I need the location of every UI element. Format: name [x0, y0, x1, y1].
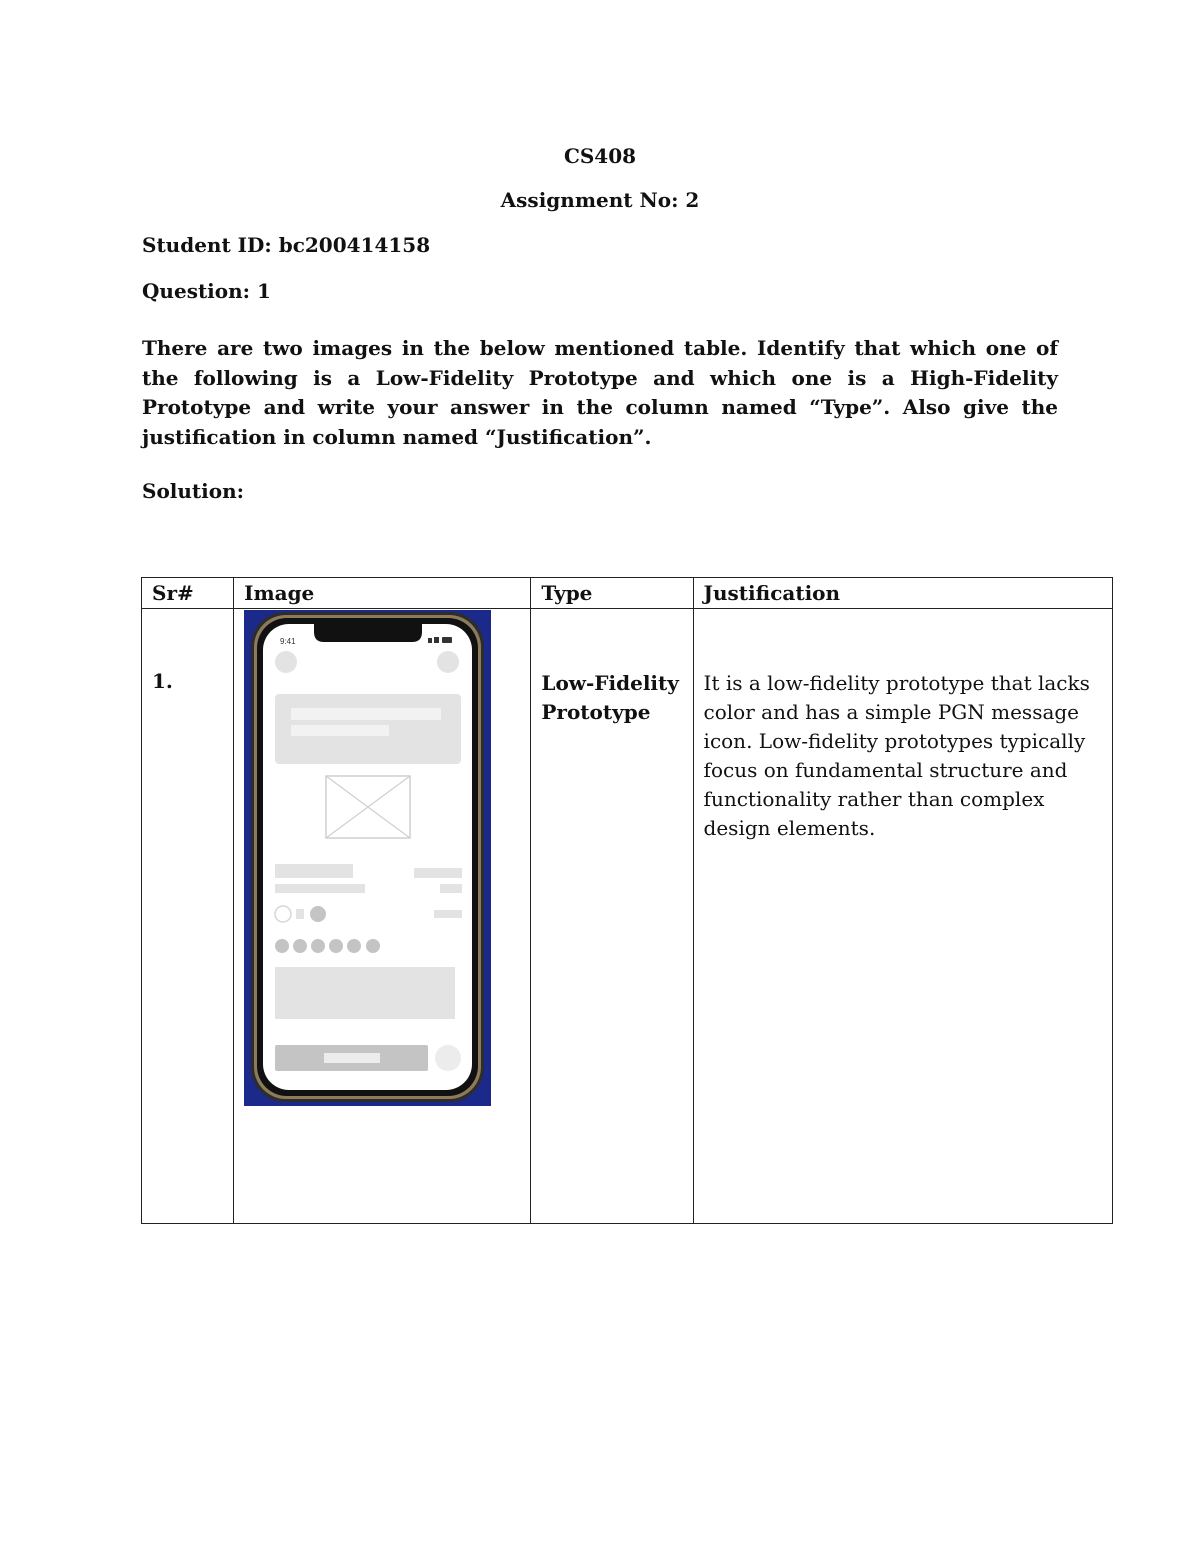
question-label: Question: 1: [142, 279, 271, 303]
header-image: Image: [234, 578, 531, 609]
course-code: CS408: [563, 144, 637, 168]
content-block-placeholder: [275, 967, 455, 1019]
phone-notch: [314, 624, 422, 642]
header-type: Type: [531, 578, 693, 609]
question-text: There are two images in the below mentioned table. Identify that which one of the following is a Low-Fidelity Prototype and which one is a High-Fidelity Prototype and write your answer in the column named “Type”. Also give the justification in column named “Justification”.: [142, 336, 1058, 449]
avatar-placeholder-right: [437, 651, 459, 673]
avatar-placeholder-left: [275, 651, 297, 673]
row-justification: It is a low-fidelity prototype that lacks color and has a simple PGN message icon. Low-fidelity prototypes typically focus on fundamental structure and functionality rather than complex design elements.: [693, 609, 1112, 1224]
assignment-title: Assignment No: 2: [500, 188, 700, 212]
header-justification: Justification: [693, 578, 1112, 609]
table-row: [142, 609, 1113, 1224]
round-button-placeholder: [435, 1045, 461, 1071]
student-id: Student ID: bc200414158: [142, 233, 431, 257]
solution-label: Solution:: [142, 479, 245, 503]
status-time: 9:41: [280, 637, 296, 646]
row-sr: 1.: [142, 609, 234, 1224]
row-image-cell: [234, 609, 531, 1224]
row-type: Low-Fidelity Prototype: [531, 609, 693, 1224]
table-header-row: [142, 578, 1113, 609]
phone-screen: [263, 624, 472, 1090]
wireframe-phone-image: [244, 610, 491, 1106]
header-sr: Sr#: [142, 578, 234, 609]
answer-table: [141, 577, 1113, 1224]
phone-wireframe-svg: [244, 610, 491, 1106]
